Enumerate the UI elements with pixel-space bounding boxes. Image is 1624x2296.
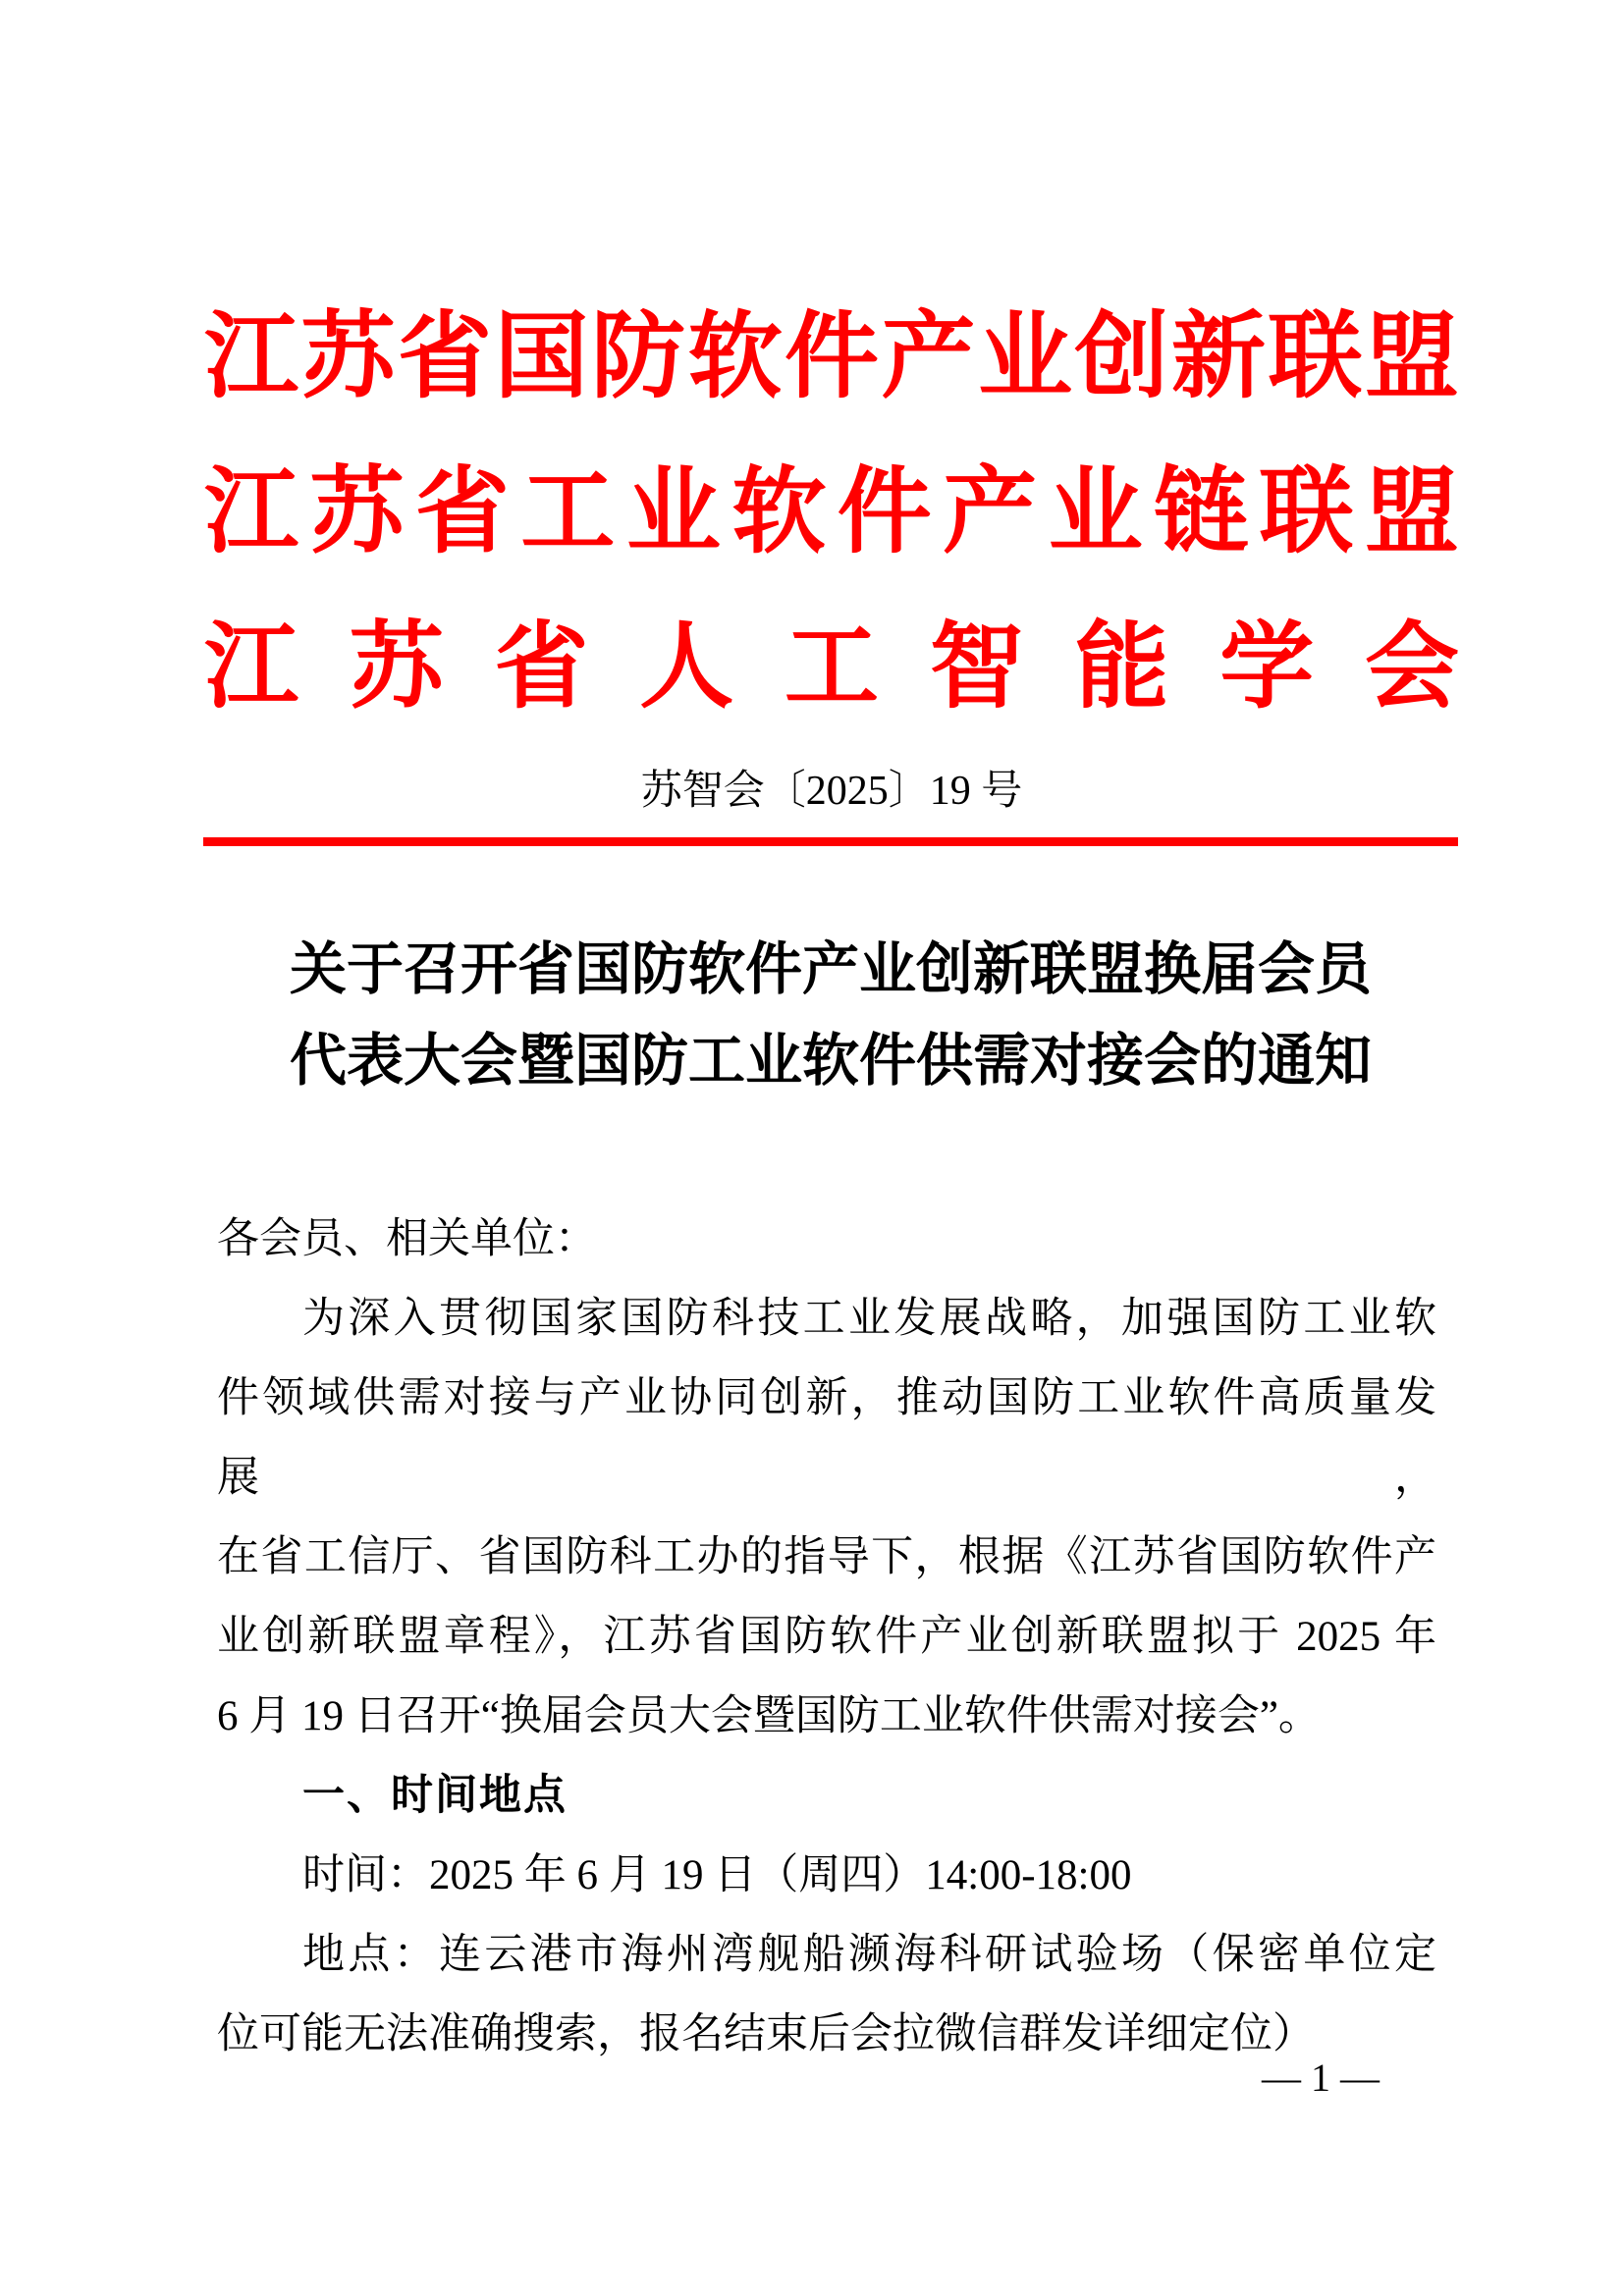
paragraph-line: 为深入贯彻国家国防科技工业发展战略，加强国防工业软 [302,1296,1436,1342]
paragraph-line: 件领域供需对接与产业协同创新，推动国防工业软件高质量发展， [217,1375,1436,1501]
org-name-line-2: 江苏省工业软件产业链联盟 [204,459,1459,564]
salutation: 各会员、相关单位： [217,1216,597,1262]
time-line: 时间：2025 年 6 月 19 日（周四）14:00-18:00 [302,1852,1132,1898]
document-body [217,1200,1436,2074]
document-title-line-2: 代表大会暨国防工业软件供需对接会的通知 [289,1029,1372,1093]
venue-line: 地点：连云港市海州湾舰船濒海科研试验场（保密单位定 [302,1932,1436,1978]
document-number: 苏智会〔2025〕19 号 [640,769,1023,814]
org-name-line-1: 江苏省国防软件产业创新联盟 [204,304,1459,409]
document-title [203,924,1458,1106]
red-divider-rule [203,837,1458,846]
document-title-line-1: 关于召开省国防软件产业创新联盟换届会员 [289,937,1372,1001]
page-number: — 1 — [1262,2056,1380,2100]
paragraph-line: 业创新联盟章程》，江苏省国防软件产业创新联盟拟于 2025 年 [217,1614,1436,1660]
paragraph-line: 6 月 19 日召开“换届会员大会暨国防工业软件供需对接会”。 [217,1693,1321,1739]
venue-line: 位可能无法准确搜索，报名结束后会拉微信群发详细定位） [217,2011,1315,2057]
section-heading-time-place: 一、时间地点 [302,1772,568,1819]
org-name-line-3: 江苏省人工智能学会 [204,614,1459,720]
paragraph-line: 在省工信厅、省国防科工办的指导下，根据《江苏省国防软件产 [217,1534,1436,1580]
letterhead [204,280,1459,745]
